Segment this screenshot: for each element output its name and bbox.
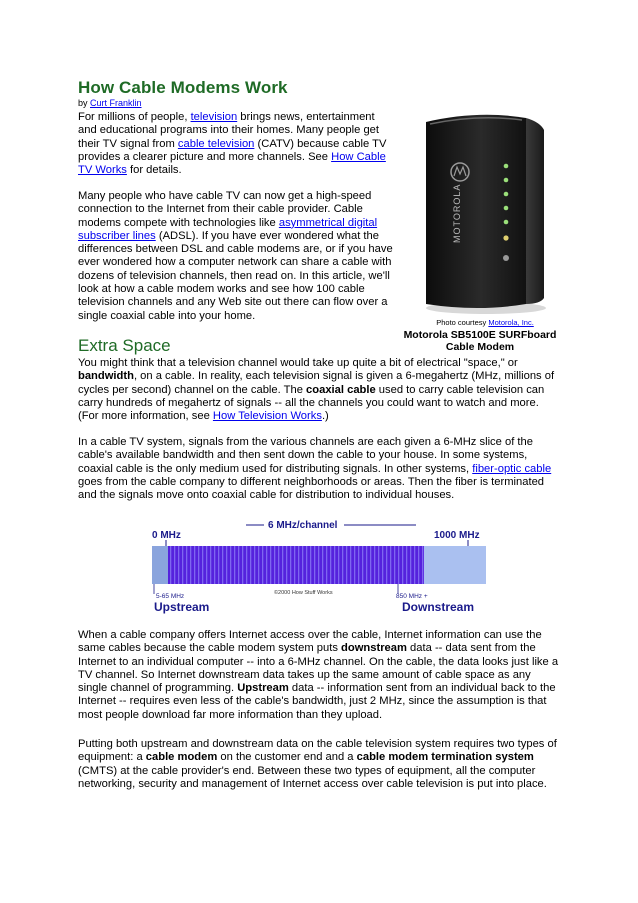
channel-stripe: [318, 546, 319, 584]
channel-stripe: [290, 546, 291, 584]
photo-caption: Motorola SB5100E SURFboard Cable Modem: [403, 329, 557, 353]
channel-stripe: [330, 546, 331, 584]
how-television-works-link[interactable]: How Television Works: [212, 410, 322, 423]
channel-stripe: [194, 546, 195, 584]
svg-text:MOTOROLA: MOTOROLA: [452, 183, 462, 243]
channel-stripe: [418, 546, 419, 584]
channel-stripe: [306, 546, 307, 584]
channel-stripe: [294, 546, 295, 584]
cable-modem-photo: [408, 108, 558, 318]
upstream-band: [152, 546, 168, 584]
channel-stripe: [390, 546, 391, 584]
channel-stripe: [358, 546, 359, 584]
channel-stripe: [182, 546, 183, 584]
channel-stripe: [174, 546, 175, 584]
intro-paragraph-1: For millions of people, television brings news, entertainment and educational programs into their homes. Many people get their TV signal from cable television (CATV) because cable TV provides a clearer picture and more channels. See How Cable TV Works for details.: [78, 111, 387, 177]
channel-stripe: [274, 546, 275, 584]
intro-paragraph-2: Many people who have cable TV can now get a high-speed connection to the Internet from their cable provider. Cable modems compete with technologies like asymmetrical digital subscriber lines (ADSL). If you have ever wondered what the differences between DSL and cable modems are, or if you have ever wondered how a computer network can share a cable with dozens of television channels, then read on. In this article, we'll look at how a cable modem works and see how 100 cable television channels and any Web site out there can flow over a single coaxial cable into your home.: [78, 190, 393, 322]
photo-credit: Photo courtesy Motorola, Inc.: [436, 318, 534, 327]
channel-stripe: [190, 546, 191, 584]
channel-stripe: [310, 546, 311, 584]
channel-stripe: [178, 546, 179, 584]
channel-stripe: [246, 546, 247, 584]
channel-stripe: [382, 546, 383, 584]
television-link[interactable]: television: [190, 111, 238, 123]
channel-stripe: [338, 546, 339, 584]
channel-stripe: [422, 546, 423, 584]
max-mhz-label: 1000 MHz: [434, 530, 480, 541]
body-paragraph-4: Putting both upstream and downstream data on the cable television system requires two types of equipment: a cable modem on the customer end and a cable modem termination system (CMTS) at the cable provider's end. Between these two types of equipment, all the computer networking, security and management of Internet access over cable television is put into place.: [78, 738, 557, 790]
channel-stripe: [334, 546, 335, 584]
channel-stripe: [394, 546, 395, 584]
channel-stripe: [346, 546, 347, 584]
channel-stripe: [262, 546, 263, 584]
channel-stripe: [378, 546, 379, 584]
channel-stripe: [170, 546, 171, 584]
channel-stripe: [210, 546, 211, 584]
section-paragraph-2: In a cable TV system, signals from the various channels are each given a 6-MHz slice of the cable's available bandwidth and then sent down the cable to your house. In some systems, coaxial cable is the only medium used for distributing signals. In other systems, fiber-optic cable goes from the cable company to different neighborhoods or areas. Then the fiber is terminated and the signals move onto coaxial cable for distribution to individual houses.: [78, 436, 552, 502]
channel-stripe: [386, 546, 387, 584]
channel-stripe: [258, 546, 259, 584]
upstream-label: Upstream: [154, 600, 210, 614]
channel-stripe: [198, 546, 199, 584]
channel-stripe: [206, 546, 207, 584]
upstream-range-label: 5-65 MHz: [156, 593, 185, 600]
channel-stripe: [222, 546, 223, 584]
channel-stripe: [278, 546, 279, 584]
cable-television-link[interactable]: cable television: [177, 137, 255, 150]
channel-stripe: [298, 546, 299, 584]
channel-stripe: [214, 546, 215, 584]
channel-stripe: [234, 546, 235, 584]
channel-stripe: [322, 546, 323, 584]
body-paragraph-3: When a cable company offers Internet access over the cable, Internet information can use the same cables because the cable modem system puts downstream data -- data sent from the Internet to an individual computer -- into a 6-MHz channel. On the cable, the data looks just like a TV channel. So Internet downstream data takes up the same amount of cable space as any single channel of programming. Upstream data -- information sent from an individual back to the Internet -- requires even less of the cable's bandwidth, just 2 MHz, since the assumption is that most people download far more information than they upload.: [78, 629, 559, 721]
channel-stripe: [286, 546, 287, 584]
channel-stripe: [242, 546, 243, 584]
channel-stripe: [266, 546, 267, 584]
channel-stripe: [354, 546, 355, 584]
channel-stripe: [366, 546, 367, 584]
channel-stripe: [230, 546, 231, 584]
channel-stripe: [410, 546, 411, 584]
channel-stripe: [362, 546, 363, 584]
cable-spectrum-diagram: [146, 518, 492, 614]
channel-stripe: [226, 546, 227, 584]
article-title: How Cable Modems Work: [78, 78, 288, 97]
byline: by Curt Franklin: [78, 98, 142, 108]
downstream-range-label: 850 MHz +: [396, 593, 428, 600]
section-paragraph-1: You might think that a television channel would take up quite a bit of electrical "space," or bandwidth, on a cable. In reality, each television signal is given a 6-megahertz (MHz, millions of cycles per second) channel on the cable. The coaxial cable used to carry cable television can carry hundreds of megahertz of signals -- all the channels you could want to watch and more. (For more information, see How Television Works.): [78, 357, 555, 423]
adsl-link[interactable]: asymmetrical digital subscriber lines: [78, 216, 378, 242]
section-heading: Extra Space: [78, 336, 171, 355]
channel-stripe: [238, 546, 239, 584]
channel-stripe: [254, 546, 255, 584]
channel-stripe: [270, 546, 271, 584]
fiber-optic-cable-link[interactable]: fiber-optic cable: [472, 462, 552, 475]
zero-mhz-label: 0 MHz: [152, 530, 181, 541]
channel-stripe: [350, 546, 351, 584]
channel-width-label: 6 MHz/channel: [268, 520, 338, 531]
channel-stripe: [398, 546, 399, 584]
channel-stripe: [414, 546, 415, 584]
channel-stripe: [406, 546, 407, 584]
channel-stripe: [342, 546, 343, 584]
channel-stripe: [326, 546, 327, 584]
channel-stripe: [202, 546, 203, 584]
motorola-link[interactable]: Motorola, Inc.: [488, 318, 534, 327]
channel-stripe: [282, 546, 283, 584]
channel-stripe: [186, 546, 187, 584]
channel-stripe: [250, 546, 251, 584]
diagram-copyright: ©2000 How Stuff Works: [274, 590, 333, 596]
channel-stripe: [302, 546, 303, 584]
channel-stripe: [314, 546, 315, 584]
channel-stripe: [218, 546, 219, 584]
channel-stripe: [374, 546, 375, 584]
downstream-label: Downstream: [402, 600, 475, 614]
channel-stripe: [402, 546, 403, 584]
how-cable-tv-works-link[interactable]: How Cable TV Works: [78, 150, 386, 177]
channel-stripe: [370, 546, 371, 584]
downstream-band: [424, 546, 486, 584]
author-link[interactable]: Curt Franklin: [90, 98, 142, 108]
